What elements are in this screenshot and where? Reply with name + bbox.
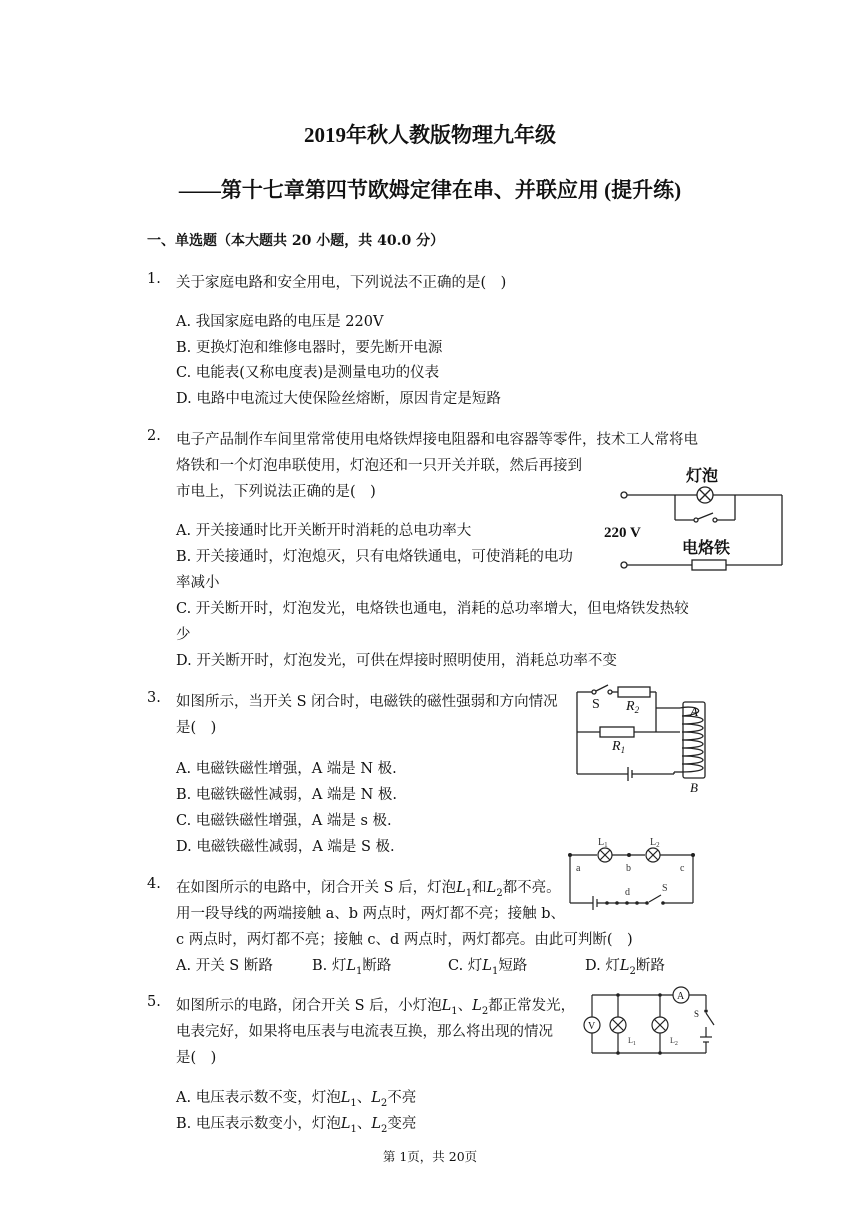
label-voltage: 220 V: [604, 525, 641, 541]
label-r2: $R_2$: [626, 699, 640, 715]
label-voltmeter: V: [588, 1021, 596, 1032]
label-a: A: [690, 704, 698, 719]
label-b: b: [626, 863, 631, 874]
option-b: B. 电磁铁磁性减弱，A 端是 N 极.: [176, 787, 397, 803]
question-stem-line2: 烙铁和一个灯泡串联使用，灯泡还和一只开关并联，然后再接到: [176, 458, 582, 474]
label-b: B: [690, 780, 698, 795]
option-a: A. 开关 S 断路: [176, 958, 273, 974]
figure-q5-circuit: [578, 985, 723, 1060]
question-stem: 关于家庭电路和安全用电，下列说法不正确的是( ): [176, 275, 507, 291]
option-a: A. 我国家庭电路的电压是 220V: [176, 314, 384, 330]
option-d: D. 电磁铁磁性减弱，A 端是 S 极.: [176, 839, 395, 855]
page-subtitle: ——第十七章第四节欧姆定律在串、并联应用 (提升练): [178, 178, 682, 202]
label-s: S: [694, 1009, 700, 1019]
option-c: C. 灯$L_1$短路: [448, 958, 528, 977]
option-c: C. 电磁铁磁性增强，A 端是 s 极.: [176, 813, 392, 829]
figure-q3-electromagnet: [570, 680, 730, 795]
question-stem-line1: 如图所示的电路，闭合开关 S 后，小灯泡$L_1$、$L_2$都正常发光，: [176, 998, 576, 1017]
label-l2: $L_2$: [670, 1036, 678, 1047]
question-stem-line3: 市电上，下列说法正确的是( ): [176, 484, 376, 500]
question-stem-line2: 用一段导线的两端接触 a、b 两点时，两灯都不亮；接触 b、: [176, 906, 566, 922]
label-iron: 电烙铁: [682, 540, 731, 557]
figure-q2-circuit: [600, 462, 800, 572]
option-d: D. 灯$L_2$断路: [585, 958, 665, 977]
figure-q4-circuit: [565, 835, 700, 915]
label-l1: $L_1$: [628, 1036, 636, 1047]
question-number: 3.: [147, 690, 161, 706]
option-a: A. 电压表示数不变，灯泡$L_1$、$L_2$不亮: [176, 1090, 417, 1109]
question-stem-line1: 电子产品制作车间里常常使用电烙铁焊接电阻器和电容器等零件，技术工人常将电: [176, 432, 698, 448]
option-b: B. 灯$L_1$断路: [312, 958, 392, 977]
section-heading: 一、单选题（本大题共 20 小题，共 40.0 分）: [147, 233, 445, 249]
question-stem-line3: c 两点时，两灯都不亮；接触 c、d 两点时，两灯都亮。由此可判断( ): [176, 932, 633, 948]
label-d: d: [625, 887, 630, 898]
label-a: a: [576, 863, 581, 874]
option-b-cont: 率减小: [176, 575, 220, 591]
option-a: A. 电磁铁磁性增强，A 端是 N 极.: [176, 761, 397, 777]
label-s: S: [592, 697, 600, 712]
question-stem-line2: 电表完好，如果将电压表与电流表互换，那么将出现的情况: [176, 1024, 553, 1040]
option-d: D. 开关断开时，灯泡发光，可供在焊接时照明使用，消耗总功率不变: [176, 653, 617, 669]
label-l1: $L_1$: [598, 837, 608, 849]
label-s: S: [662, 883, 668, 894]
option-b: B. 更换灯泡和维修电器时，要先断开电源: [176, 340, 443, 356]
option-c: C. 开关断开时，灯泡发光，电烙铁也通电，消耗的总功率增大，但电烙铁发热较: [176, 601, 689, 617]
option-c: C. 电能表(又称电度表)是测量电功的仪表: [176, 365, 440, 381]
question-number: 5.: [147, 994, 161, 1010]
option-d: D. 电路中电流过大使保险丝熔断，原因肯定是短路: [176, 391, 501, 407]
option-c-cont: 少: [176, 627, 191, 643]
label-l2: $L_2$: [650, 837, 660, 849]
question-stem-line3: 是( ): [176, 1050, 217, 1066]
label-r1: $R_1$: [612, 739, 626, 755]
label-lamp: 灯泡: [686, 468, 719, 485]
question-number: 1.: [147, 271, 161, 287]
page-title: 2019年秋人教版物理九年级: [304, 123, 556, 147]
page-footer: 第 1页，共 20页: [382, 1149, 478, 1164]
question-stem-line2: 是( ): [176, 720, 217, 736]
label-c: c: [680, 863, 685, 874]
label-ammeter: A: [677, 991, 685, 1002]
question-stem-line1: 如图所示，当开关 S 闭合时，电磁铁的磁性强弱和方向情况: [176, 694, 558, 710]
question-number: 4.: [147, 876, 161, 892]
question-stem-line1: 在如图所示的电路中，闭合开关 S 后，灯泡$L_1$和$L_2$都不亮。: [176, 880, 561, 899]
option-b: B. 电压表示数变小，灯泡$L_1$、$L_2$变亮: [176, 1116, 417, 1135]
question-number: 2.: [147, 428, 161, 444]
option-b: B. 开关接通时，灯泡熄灭，只有电烙铁通电，可使消耗的电功: [176, 549, 573, 565]
option-a: A. 开关接通时比开关断开时消耗的总电功率大: [176, 523, 472, 539]
